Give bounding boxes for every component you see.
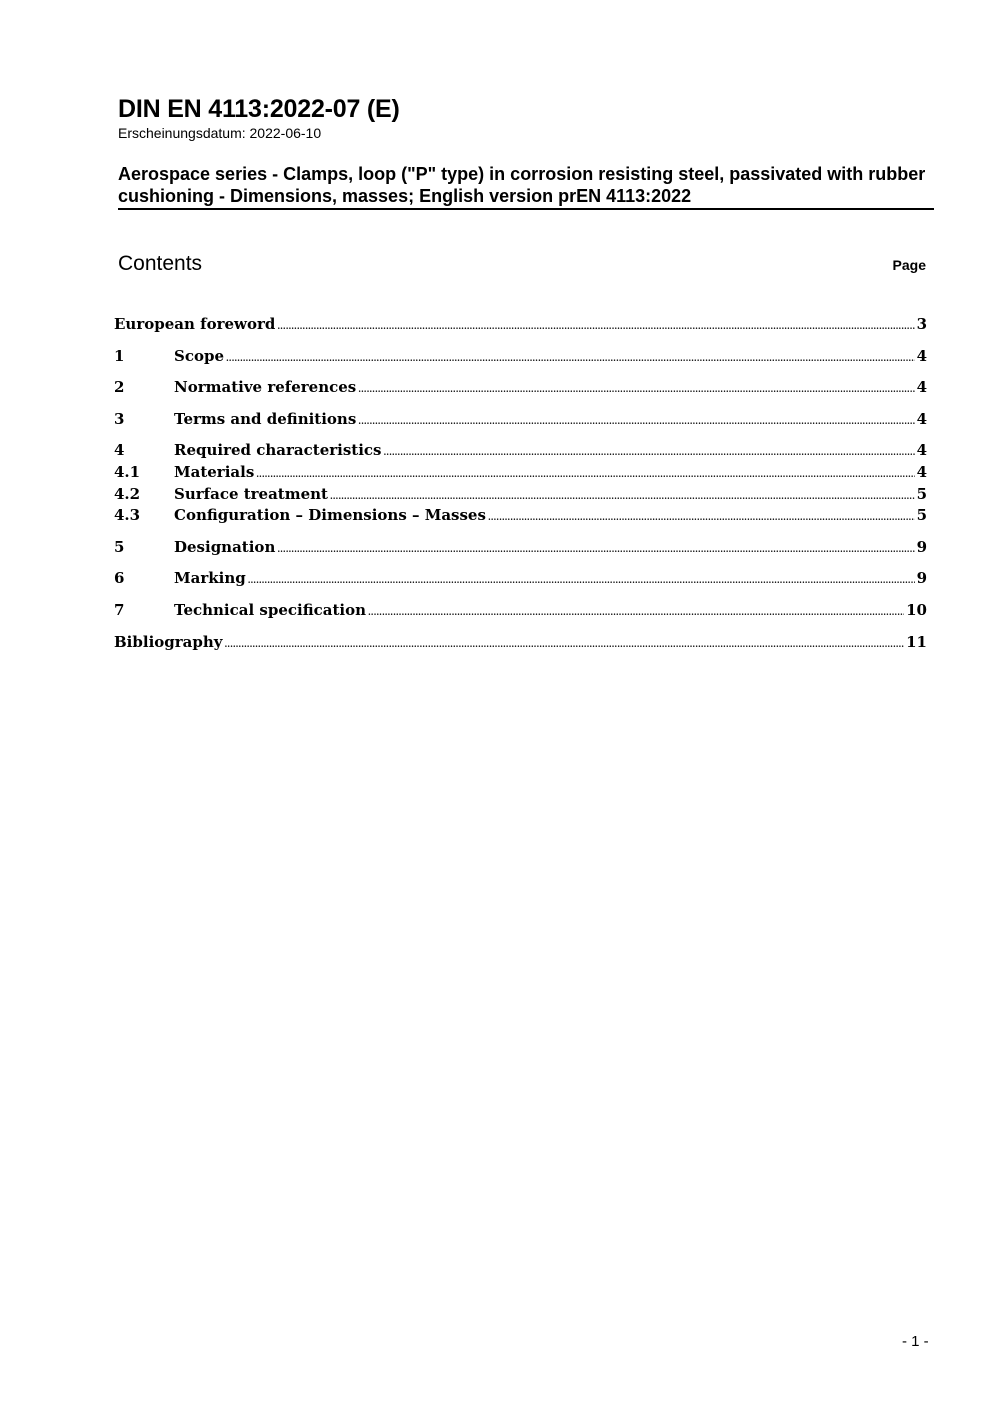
toc-entry-configuration-dimensions-masses[interactable] [114,505,927,527]
dot-leader [277,537,914,561]
toc-entry-page: 4 [916,409,927,428]
dot-leader [368,600,904,624]
toc-entry-number: 5 [114,537,125,556]
table-of-contents [114,314,927,653]
toc-entry-label: Materials [174,462,255,481]
dot-leader [226,346,915,370]
toc-entry-page: 10 [906,600,927,619]
toc-entry-label: Normative references [174,378,357,397]
dot-leader [256,462,914,486]
toc-entry-materials[interactable] [114,462,927,484]
toc-entry-page: 3 [916,315,927,333]
toc-entry-label: Terms and definitions [174,409,357,428]
document-id: DIN EN 4113:2022-07 (E) [118,95,400,123]
toc-entry-page: 4 [916,378,927,397]
page-number: - 1 - [902,1333,929,1350]
toc-entry-number: 4.1 [114,462,141,481]
toc-entry-european-foreword[interactable] [114,314,927,336]
document-title: Aerospace series - Clamps, loop ("P" type) in corrosion resisting steel, passivated with rubber cushioning - Dimensions, masses; English version prEN 4113:2022 [118,163,934,210]
toc-entry-label: Marking [174,569,246,588]
toc-entry-terms-and-definitions[interactable] [114,409,927,431]
toc-entry-label: Scope [174,346,225,365]
toc-entry-number: 7 [114,600,125,619]
document-header [118,93,934,210]
dot-leader [225,632,905,656]
toc-entry-page: 11 [906,632,927,651]
toc-entry-label: Bibliography [114,632,223,651]
toc-entry-designation[interactable] [114,537,927,559]
toc-entry-scope[interactable] [114,346,927,368]
toc-entry-page: 4 [916,346,927,365]
toc-entry-label: Configuration – Dimensions – Masses [174,506,486,525]
toc-entry-number: 4.2 [114,484,141,503]
toc-entry-label: Designation [174,537,276,556]
dot-leader [248,568,915,592]
page-column-label: Page [892,257,926,273]
toc-entry-label: Surface treatment [174,484,328,503]
toc-entry-number: 2 [114,378,125,397]
toc-entry-required-characteristics[interactable] [114,440,927,462]
toc-entry-marking[interactable] [114,568,927,590]
dot-leader [384,440,915,464]
toc-entry-number: 3 [114,409,125,428]
dot-leader [358,409,914,433]
toc-entry-page: 9 [916,569,927,588]
dot-leader [358,377,914,401]
toc-entry-label: European foreword [114,315,276,333]
contents-header [118,250,926,278]
toc-entry-label: Required characteristics [174,441,382,460]
publication-date: Erscheinungsdatum: 2022-06-10 [118,125,322,141]
dot-leader [330,484,915,508]
toc-entry-bibliography[interactable] [114,632,927,654]
dot-leader [277,314,914,338]
toc-entry-normative-references[interactable] [114,377,927,399]
toc-entry-number: 6 [114,569,125,588]
toc-entry-page: 5 [916,484,927,503]
toc-entry-page: 9 [916,537,927,556]
toc-entry-surface-treatment[interactable] [114,484,927,506]
toc-entry-page: 4 [916,462,927,481]
toc-entry-number: 4.3 [114,506,141,525]
contents-title: Contents [118,252,203,275]
toc-entry-page: 4 [916,441,927,460]
dot-leader [488,505,915,529]
toc-entry-label: Technical specification [174,600,367,619]
toc-entry-number: 4 [114,441,125,460]
toc-entry-page: 5 [916,506,927,525]
toc-entry-number: 1 [114,346,125,365]
toc-entry-technical-specification[interactable] [114,600,927,622]
